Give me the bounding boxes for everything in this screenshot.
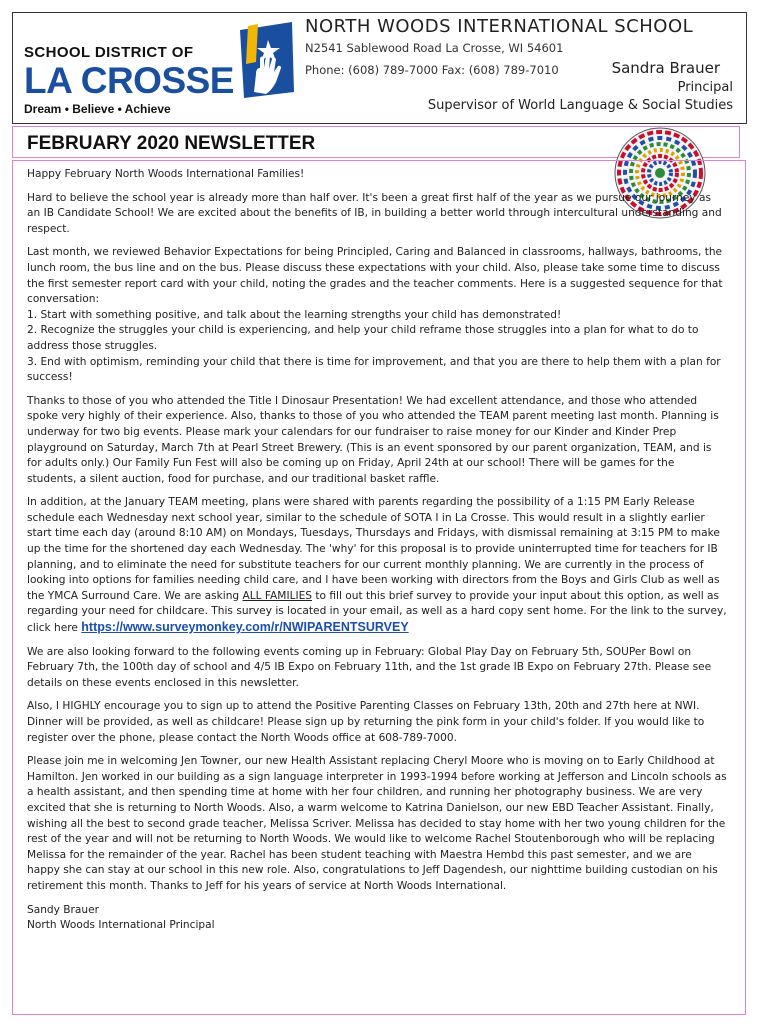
- logo-tagline: Dream • Believe • Achieve: [24, 102, 171, 116]
- paragraph-behavior-expectations: [27, 245, 727, 385]
- supervisor-title: Supervisor of World Language & Social Studies: [427, 98, 733, 113]
- survey-text: to fill out this brief survey to provide your input about this option, as well as regarding your need for childcare. This survey is located in your email, as well as a hard copy sent home. For the link to the survey, click here: [27, 589, 727, 635]
- early-release-text: In addition, at the January TEAM meeting, plans were shared with parents regarding the possibility of a 1:15 PM Early Release schedule each Wednesday next school year, similar to the schedule of SOTA I in La Crosse. This would result in a slightly earlier start time each day (around 8:10 AM) on Mondays, Tuesdays, Thursdays and Fridays, with dismissal remaining at 3:15 PM to make up the time for the shortened day each Wednesday. The 'why' for this proposal is to provide uninterrupted time for teachers for IB planning, and to eliminate the need for substitute teachers for our current monthly planning. We are currently in the process of looking into options for families needing child care, and I have been working with directors from the Boys and Girls Club as well as the YMCA Surround Care. We are asking: [27, 496, 720, 602]
- paragraph-staff-changes: Please join me in welcoming Jen Towner, our new Health Assistant replacing Cheryl Moore who is moving on to Early Childhood at Hamilton. Jen worked in our building as a sign language interpreter in 1993-1994 before working at Jefferson and Lincoln schools as a health assistant, and then spending time at home with her four children, and running her photography business. We are very excited that she is returning to North Woods. Also, a warm welcome to Katrina Danielson, our new EBD Teacher Assistant. Finally, wishing all the best to second grade teacher, Melissa Scriver. Melissa has decided to stay home with her two young children for the rest of the year and will not be returning to North Woods. We would like to welcome Rachel Stoutenborough who will be replacing Melissa for the remainder of the year. Rachel has been student teaching with Maestra Hembd this past semester, and we are happy she can stay at our school in this new role. Also, congratulations to Jeff Dagendesh, our nighttime building custodian on his retirement this month. Thanks to Jeff for his years of service at North Woods International.: [27, 755, 727, 892]
- newsletter-body: [27, 167, 727, 942]
- report-card-step-2: 2. Recognize the struggles your child is experiencing, and help your child reframe those struggles into a plan for what to do to address those struggles.: [27, 324, 699, 352]
- hand-star-logo-icon: [234, 22, 296, 102]
- newsletter-title: FEBRUARY 2020 NEWSLETTER: [27, 133, 316, 154]
- school-address: N2541 Sablewood Road La Crosse, WI 54601: [305, 41, 564, 55]
- signature-title: North Woods International Principal: [27, 919, 215, 932]
- paragraph-february-events: We are also looking forward to the following events coming up in February: Global Play Day on February 5th, SOUPer Bowl on February 7th, the 100th day of school and 4/5 IB Expo on February 11th, and the 1st grade IB Expo on February 27th. Please see details on these events enclosed in this newsletter.: [27, 645, 712, 689]
- logo-la-crosse: LA CROSSE: [24, 60, 234, 101]
- signature: [27, 903, 727, 934]
- survey-link[interactable]: https://www.surveymonkey.com/r/NWIPARENTSURVEY: [81, 620, 409, 635]
- principal-title: Principal: [677, 80, 733, 95]
- newsletter-body-frame: [12, 160, 746, 1015]
- greeting: Happy February North Woods International Families!: [27, 168, 305, 180]
- logo-district-of: SCHOOL DISTRICT OF: [24, 44, 194, 61]
- school-name: NORTH WOODS INTERNATIONAL SCHOOL: [305, 16, 694, 37]
- paragraph-early-release: [27, 495, 727, 636]
- paragraph-parenting-classes: Also, I HIGHLY encourage you to sign up to attend the Positive Parenting Classes on February 13th, 20th and 27th here at NWI. Dinner will be provided, as well as childcare! Please sign up by returning the pink form in your child's folder. If you would like to register over the phone, please contact the North Woods office at 608-789-7000.: [27, 700, 705, 744]
- report-card-step-1: 1. Start with something positive, and talk about the learning strengths your child has demonstrated!: [27, 308, 562, 321]
- report-card-step-3: 3. End with optimism, reminding your child that there is time for improvement, and that you are there to help them with a plan for success!: [27, 355, 721, 384]
- district-logo: [24, 34, 284, 118]
- all-families-emphasis: ALL FAMILIES: [242, 589, 313, 602]
- paragraph-ib-candidate: Hard to believe the school year is already more than half over. It's been a great first half of the year as we pursue our journey as an IB Candidate School! We are excited about the benefits of IB, in building a better world through intercultural understanding and respect.: [27, 191, 722, 235]
- principal-name: Sandra Brauer: [611, 59, 720, 77]
- paragraph-events-thanks: Thanks to those of you who attended the Title I Dinosaur Presentation! We had excellent attendance, and those who attended spoke very highly of their experience. Also, thanks to those of you who attended the TEAM parent meeting last month. Planning is underway for two big events. Please mark your calendars for our fundraiser to raise money for our Kinder and Kinder Prep playground on Saturday, March 7th at Pearl Street Brewery. (This is an event sponsored by our parent organization, TEAM, and is for adults only.) Our Family Fun Fest will also be coming up on Friday, April 24th at our school! There will be games for the students, a silent auction, food for purchase, and our traditional basket raffle.: [27, 394, 719, 485]
- report-card-intro: Last month, we reviewed Behavior Expectations for being Principled, Caring and Balanced in classrooms, hallways, bathrooms, the lunch room, the bus line and on the bus. Please discuss these expectations with your child. Also, please take some time to discuss the first semester report card with your child, noting the grades and the teacher comments. Here is a suggested sequence for that conversation:: [27, 246, 723, 306]
- school-phone-fax: Phone: (608) 789-7000 Fax: (608) 789-7010: [305, 63, 559, 77]
- signature-name: Sandy Brauer: [27, 903, 99, 916]
